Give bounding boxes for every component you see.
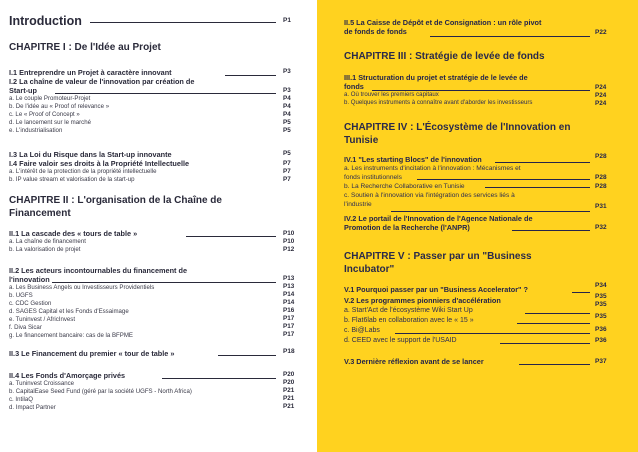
section-2-2[interactable]: II.2 Les acteurs incontournables du financement de — [9, 266, 188, 275]
page-number: P4 — [283, 111, 291, 118]
page-number: P5 — [283, 119, 291, 126]
page-numbers — [595, 84, 606, 108]
page-number: P22 — [595, 29, 607, 36]
section-4-1[interactable]: IV.1 "Les starting Blocs" de l'innovation — [344, 155, 482, 164]
leader-line — [495, 162, 590, 163]
leader-line — [485, 187, 590, 188]
page-number: P7 — [283, 160, 291, 167]
sub-item[interactable]: a. Tuninvest Croissance — [9, 380, 75, 387]
page-number: P24 — [595, 92, 607, 99]
page-numbers — [283, 230, 294, 254]
sub-item[interactable]: a. La chaîne de financement — [9, 238, 86, 245]
list-item[interactable]: d. CEED avec le support de l'USAID — [344, 337, 457, 344]
section-2-5-line2: de fonds de fonds — [344, 27, 407, 36]
leader-line — [162, 378, 276, 379]
sub-item[interactable]: c. Le « Proof of Concept » — [9, 111, 80, 118]
right-page — [317, 0, 638, 452]
chapter-5-title[interactable] — [344, 250, 532, 276]
page-number: P28 — [595, 183, 607, 190]
page-number: P28 — [595, 174, 607, 181]
chapter-5-title-line2: Incubator" — [344, 264, 395, 275]
list-item[interactable]: a. Start'Act de l'écosystème Wiki Start Up — [344, 307, 473, 314]
section-2-2-cont: l'innovation — [9, 275, 50, 284]
sub-item[interactable]: f. Diva Sicar — [9, 324, 42, 331]
section-5-1[interactable]: V.1 Pourquoi passer par un "Business Accelerator" ? — [344, 285, 528, 294]
sub-item-a[interactable]: a. Les instruments d'incitation à l'innovation : Mécanismes et — [344, 165, 521, 172]
section-1-4[interactable]: I.4 Faire valoir ses droits à la Propriété Intellectuelle — [9, 159, 190, 168]
leader-line — [225, 75, 276, 76]
page-number: P18 — [283, 348, 295, 355]
leader-line — [572, 292, 590, 293]
page-number: P35 — [595, 293, 607, 300]
section-5-2[interactable]: V.2 Les programmes pionniers d'accélération — [344, 296, 501, 305]
page-numbers — [283, 275, 294, 339]
page-number: P3 — [283, 87, 291, 94]
sub-item[interactable]: e. Tuninvest / AfricInvest — [9, 316, 76, 323]
sub-item[interactable]: g. Le financement bancaire: cas de la BFPME — [9, 332, 133, 339]
section-4-2-line1: IV.2 Le portail de l'Innovation de l'Agence Nationale de — [344, 214, 533, 223]
leader-line — [512, 230, 590, 231]
chapter-4-title-line2: Tunisie — [344, 135, 379, 146]
leader-line — [525, 313, 590, 314]
section-4-2-line2: Promotion de la Recherche (l'ANPR) — [344, 223, 470, 232]
sub-item-c[interactable]: c. Soutien à l'innovation via l'intégration des services liés à — [344, 192, 515, 199]
leader-line — [391, 211, 590, 212]
chapter-2-title-line1: CHAPITRE II : L'organisation de la Chaîne de — [9, 195, 222, 206]
chapter-5-title-line1: CHAPITRE V : Passer par un "Business — [344, 251, 532, 262]
section-5-2-items — [344, 306, 592, 346]
page-number: P14 — [283, 299, 295, 306]
leader-line — [218, 355, 276, 356]
sub-item[interactable]: b. Quelques instruments à connaître avant d'aborder les investisseurs — [344, 99, 533, 106]
page-number: P34 — [595, 282, 607, 289]
page-number: P12 — [283, 246, 295, 253]
sub-item-b[interactable]: b. La Recherche Collaborative en Tunisie — [344, 183, 465, 190]
page-numbers — [283, 68, 291, 135]
page-number: P13 — [283, 275, 295, 282]
page-number: P35 — [595, 313, 607, 320]
section-1-2[interactable]: I.2 La chaîne de valeur de l'innovation par création de — [9, 77, 195, 86]
chapter-2-section-2 — [9, 266, 271, 340]
sub-item[interactable]: b. UGFS — [9, 292, 33, 299]
section-5-3[interactable]: V.3 Dernière réflexion avant de se lancer — [344, 357, 484, 366]
page-number: P17 — [283, 331, 295, 338]
page-number: P35 — [595, 301, 607, 308]
sub-item-a-cont: fonds institutionnels — [344, 174, 402, 181]
leader-line — [90, 22, 276, 23]
page-number: P5 — [283, 127, 291, 134]
sub-item[interactable]: d. SAGES Capital et les Fonds d'Essaimage — [9, 308, 129, 315]
leader-line — [417, 179, 590, 180]
page-number: P13 — [283, 283, 295, 290]
page-numbers — [283, 150, 291, 184]
section-3-1-cont: fonds — [344, 82, 364, 91]
leader-line — [500, 343, 590, 344]
chapter-2-title-line2: Financement — [9, 208, 71, 219]
sub-item[interactable]: a. Les Business Angels ou Investisseurs Providentiels — [9, 284, 155, 291]
sub-item[interactable]: c. IntilaQ — [9, 396, 34, 403]
chapter-1-title[interactable]: CHAPITRE I : De l'Idée au Projet — [9, 42, 161, 53]
leader-line — [372, 90, 590, 91]
sub-item[interactable]: b. IP value stream et valorisation de la start-up — [9, 176, 135, 183]
page-number: P10 — [283, 238, 295, 245]
chapter-2-section-1 — [9, 229, 271, 254]
sub-item[interactable]: b. De l'idée au « Proof of relevance » — [9, 103, 110, 110]
page-number: P31 — [595, 203, 607, 210]
section-1-2-cont: Start-up — [9, 86, 37, 95]
list-item[interactable]: c. Bi@Labs — [344, 327, 380, 334]
page-number: P7 — [283, 168, 291, 175]
list-item[interactable]: b. Flat6lab en collaboration avec le « 15 » — [344, 317, 474, 324]
leader-line — [519, 364, 590, 365]
page-number: P37 — [595, 358, 607, 365]
section-3-1[interactable]: III.1 Structuration du projet et stratégie de le levée de — [344, 73, 528, 82]
page-number: P36 — [595, 326, 607, 333]
section-2-1[interactable]: II.1 La cascade des « tours de table » — [9, 229, 138, 238]
page-number: P14 — [283, 291, 295, 298]
chapter-4-title[interactable] — [344, 121, 570, 147]
sub-item[interactable]: d. Impact Partner — [9, 404, 56, 411]
page-number: P3 — [283, 68, 291, 75]
sub-item[interactable]: b. La valorisation de projet — [9, 246, 81, 253]
section-1-1[interactable]: I.1 Entreprendre un Projet à caractère innovant — [9, 68, 172, 77]
page-numbers — [283, 371, 294, 411]
page-number: P20 — [283, 371, 295, 378]
chapter-1-section-2 — [9, 150, 271, 184]
chapter-1-section-1 — [9, 68, 271, 135]
page-number: P10 — [283, 230, 295, 237]
sub-item[interactable]: b. CapitalEase Seed Fund (géré par la société UGFS - North Africa) — [9, 388, 192, 395]
sub-item[interactable]: d. Le lancement sur le marché — [9, 119, 91, 126]
page-number: P17 — [283, 315, 295, 322]
chapter-4-title-line1: CHAPITRE IV : L'Écosystème de l'Innovation en — [344, 122, 571, 133]
intro-page: P1 — [283, 17, 291, 24]
left-page — [0, 0, 317, 452]
page-number: P4 — [283, 95, 291, 102]
section-2-5-line1: II.5 La Caisse de Dépôt et de Consignation : un rôle pivot — [344, 18, 542, 27]
section-4-1-group — [344, 155, 592, 209]
sub-item-c-cont: l'industrie — [344, 201, 372, 208]
page-number: P5 — [283, 150, 291, 157]
sub-item[interactable]: a. Le couple Promoteur-Projet — [9, 95, 91, 102]
leader-line — [55, 93, 276, 94]
leader-line — [52, 282, 276, 283]
page-number: P24 — [595, 100, 607, 107]
page-number: P20 — [283, 379, 295, 386]
sub-item[interactable]: a. Où trouver les premiers capitaux — [344, 91, 439, 98]
page-number: P16 — [283, 307, 295, 314]
leader-line — [517, 323, 590, 324]
page-number: P24 — [595, 84, 607, 91]
section-2-4[interactable]: II.4 Les Fonds d'Amorçage privés — [9, 371, 126, 380]
sub-item[interactable]: a. L'intérêt de la protection de la propriété intellectuelle — [9, 168, 157, 175]
sub-item[interactable]: c. CDC Gestion — [9, 300, 52, 307]
page-number: P4 — [283, 103, 291, 110]
section-2-5[interactable] — [344, 18, 592, 36]
section-2-3[interactable]: II.3 Le Financement du premier « tour de table » — [9, 349, 175, 358]
leader-line — [186, 236, 276, 237]
page-number: P17 — [283, 323, 295, 330]
sub-item[interactable]: e. L'industrialisation — [9, 127, 63, 134]
leader-line — [430, 36, 590, 37]
page-number: P21 — [283, 395, 295, 402]
page-number: P28 — [595, 153, 607, 160]
page-number: P32 — [595, 224, 607, 231]
intro-title[interactable]: Introduction — [9, 14, 82, 28]
leader-line — [395, 333, 590, 334]
page-number: P21 — [283, 387, 295, 394]
chapter-2-title[interactable] — [9, 194, 222, 220]
chapter-3-title[interactable]: CHAPITRE III : Stratégie de levée de fonds — [344, 51, 545, 62]
page-number: P36 — [595, 337, 607, 344]
section-1-3[interactable]: I.3 La Loi du Risque dans la Start-up innovante — [9, 150, 172, 159]
page-number: P21 — [283, 403, 295, 410]
page-number: P7 — [283, 176, 291, 183]
